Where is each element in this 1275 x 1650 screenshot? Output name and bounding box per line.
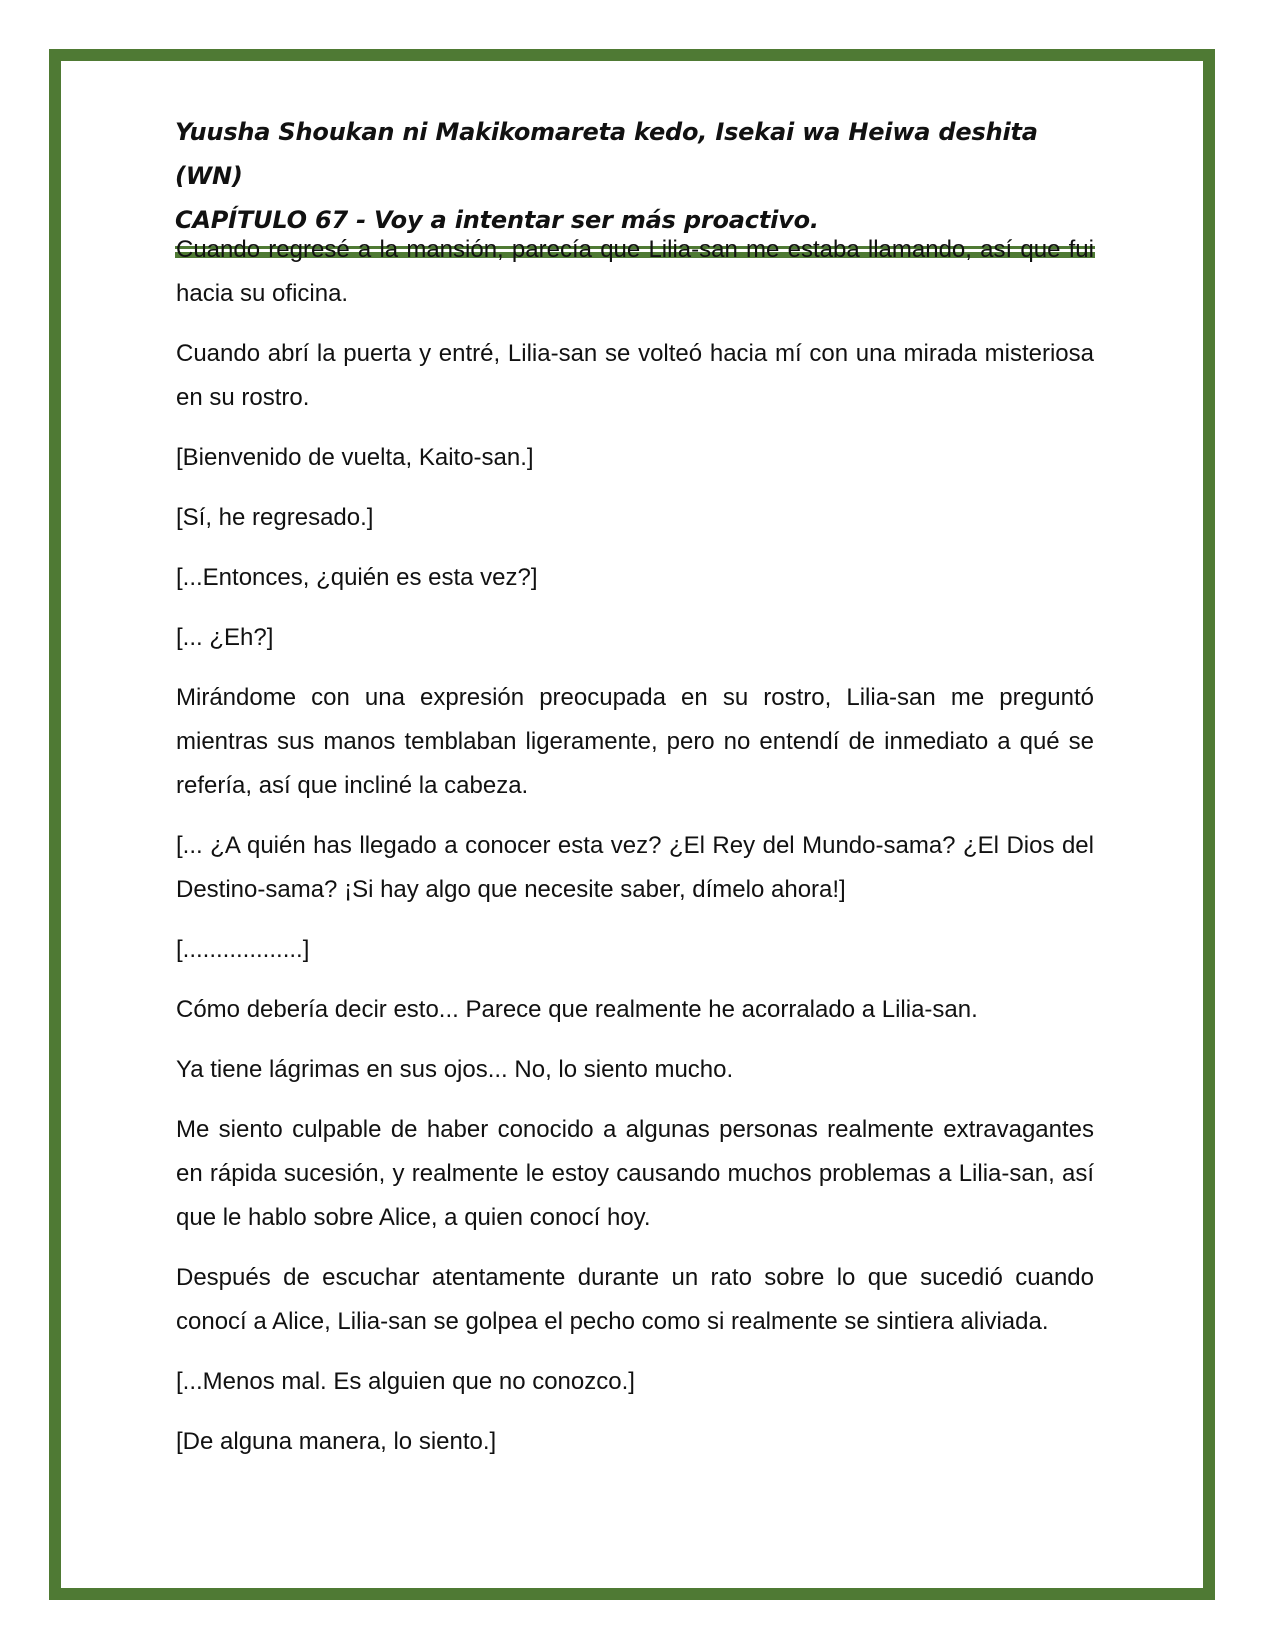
paragraph: [... ¿A quién has llegado a conocer esta vez? ¿El Rey del Mundo-sama? ¿El Dios del Destino-sama? ¡Si hay algo que necesite saber, dímelo ahora!]: [176, 832, 1094, 903]
paragraph: Cuando abrí la puerta y entré, Lilia-san se volteó hacia mí con una mirada misteriosa en su rostro.: [176, 340, 1094, 411]
paragraph: Me siento culpable de haber conocido a algunas personas realmente extravagantes en rápida sucesión, y realmente le estoy causando muchos problemas a Lilia-san, así que le hablo sobre Alice, a quien conocí hoy.: [176, 1116, 1094, 1231]
paragraph: Mirándome con una expresión preocupada en su rostro, Lilia-san me preguntó mientras sus manos temblaban ligeramente, pero no entendí de inmediato a qué se refería, así que incliné la cabeza.: [176, 684, 1094, 799]
paragraph: [...Menos mal. Es alguien que no conozco.]: [176, 1368, 635, 1395]
paragraph: [Bienvenido de vuelta, Kaito-san.]: [176, 444, 534, 471]
paragraph: [Sí, he regresado.]: [176, 504, 374, 531]
paragraph: Después de escuchar atentamente durante un rato sobre lo que sucedió cuando conocí a Alice, Lilia-san se golpea el pecho como si realmente se sintiera aliviada.: [176, 1264, 1094, 1335]
paragraph: [... ¿Eh?]: [176, 624, 274, 651]
paragraph: [De alguna manera, lo siento.]: [176, 1428, 497, 1455]
chapter-title: CAPÍTULO 67 - Voy a intentar ser más proactivo.: [175, 206, 819, 234]
paragraph: [...Entonces, ¿quién es esta vez?]: [176, 564, 538, 591]
paragraph: Cuando regresé a la mansión, parecía que Lilia-san me estaba llamando, así que fui hacia su oficina.: [176, 236, 1094, 307]
paragraph: Cómo debería decir esto... Parece que realmente he acorralado a Lilia-san.: [176, 996, 978, 1023]
document-body: [176, 228, 1094, 1480]
series-title: Yuusha Shoukan ni Makikomareta kedo, Isekai wa Heiwa deshita (WN): [175, 118, 1038, 190]
paragraph: [..................]: [176, 936, 310, 963]
paragraph: Ya tiene lágrimas en sus ojos... No, lo siento mucho.: [176, 1056, 734, 1083]
